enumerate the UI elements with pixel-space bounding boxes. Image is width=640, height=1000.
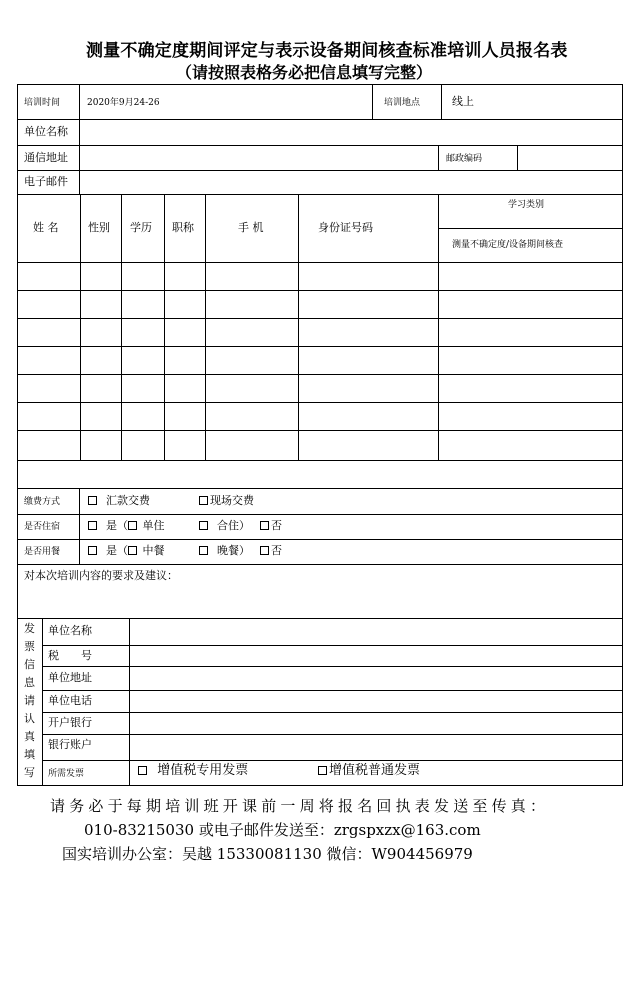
- header-study-category: 学习类别: [508, 200, 545, 210]
- training-time-label: 培训时间: [24, 98, 61, 108]
- invoice-side-char: 填: [24, 748, 35, 761]
- lodging-yes[interactable]: 是（ 单住: [88, 519, 165, 533]
- address-label: 通信地址: [24, 151, 68, 164]
- invoice-side-char: 息: [24, 676, 35, 689]
- invoice-phone-label: 单位电话: [48, 694, 92, 707]
- checkbox-icon: [88, 546, 97, 555]
- header-study-option: 测量不确定度/设备期间核查: [452, 240, 564, 250]
- invoice-side-char: 真: [24, 730, 35, 743]
- checkbox-icon: [138, 766, 147, 775]
- checkbox-icon: [260, 546, 269, 555]
- checkbox-icon: [260, 521, 269, 530]
- org-name-label: 单位名称: [24, 125, 68, 138]
- checkbox-icon: [199, 496, 208, 505]
- payment-label: 缴费方式: [24, 497, 61, 507]
- meal-yes[interactable]: 是（ 中餐: [88, 544, 165, 558]
- header-name: 姓 名: [33, 221, 59, 234]
- invoice-account-label: 银行账户: [48, 738, 92, 751]
- lodging-shared[interactable]: 合住）: [199, 519, 250, 533]
- footer-instruction: 请务必于每期培训班开课前一周将报名回执表发送至传真：: [50, 797, 550, 815]
- footer-contact-person: 国实培训办公室：吴越 15330081130 微信：W904456979: [62, 845, 473, 863]
- postcode-label: 邮政编码: [446, 154, 483, 164]
- invoice-type-label: 所需发票: [48, 769, 85, 779]
- header-phone: 手 机: [238, 221, 264, 234]
- checkbox-icon: [199, 546, 208, 555]
- invoice-normal-option[interactable]: 增值税普通发票: [318, 764, 420, 778]
- header-title: 职称: [172, 221, 194, 234]
- invoice-side-char: 信: [24, 658, 35, 671]
- training-place-label: 培训地点: [384, 98, 421, 108]
- checkbox-icon: [199, 521, 208, 530]
- header-id: 身份证号码: [318, 221, 373, 234]
- checkbox-icon: [88, 496, 97, 505]
- meal-dinner[interactable]: 晚餐）: [199, 544, 250, 558]
- email-label: 电子邮件: [24, 175, 68, 188]
- page-title: 测量不确定度期间评定与表示设备期间核查标准培训人员报名表: [86, 41, 568, 61]
- meal-no[interactable]: 否: [260, 544, 282, 558]
- lodging-label: 是否住宿: [24, 522, 61, 532]
- invoice-address-label: 单位地址: [48, 671, 92, 684]
- checkbox-icon: [88, 521, 97, 530]
- training-time-value: 2020年9月24-26: [87, 98, 160, 108]
- invoice-side-char: 票: [24, 640, 35, 653]
- training-place-value: 线上: [452, 95, 474, 108]
- invoice-side-char: 请: [24, 694, 35, 707]
- checkbox-icon: [128, 546, 137, 555]
- invoice-side-char: 写: [24, 766, 35, 779]
- lodging-no[interactable]: 否: [260, 519, 282, 533]
- header-education: 学历: [130, 221, 152, 234]
- invoice-tax-no-label: 税 号: [48, 649, 92, 662]
- meal-label: 是否用餐: [24, 547, 61, 557]
- footer-contact-email: 010-83215030 或电子邮件发送至：zrgspxzx@163.com: [84, 821, 481, 839]
- payment-option-remit[interactable]: 汇款交费: [88, 494, 150, 508]
- header-gender: 性别: [88, 221, 110, 234]
- page-subtitle: （请按照表格务必把信息填写完整）: [176, 63, 433, 82]
- invoice-special-option[interactable]: 增值税专用发票: [138, 764, 248, 778]
- form-table: [17, 84, 623, 786]
- payment-option-onsite[interactable]: 现场交费: [199, 494, 254, 508]
- checkbox-icon: [128, 521, 137, 530]
- suggestion-label: 对本次培训内容的要求及建议：: [24, 569, 178, 582]
- checkbox-icon: [318, 766, 327, 775]
- invoice-side-char: 认: [24, 712, 35, 725]
- invoice-side-char: 发: [24, 622, 35, 635]
- invoice-org-name-label: 单位名称: [48, 624, 92, 637]
- invoice-bank-label: 开户银行: [48, 716, 92, 729]
